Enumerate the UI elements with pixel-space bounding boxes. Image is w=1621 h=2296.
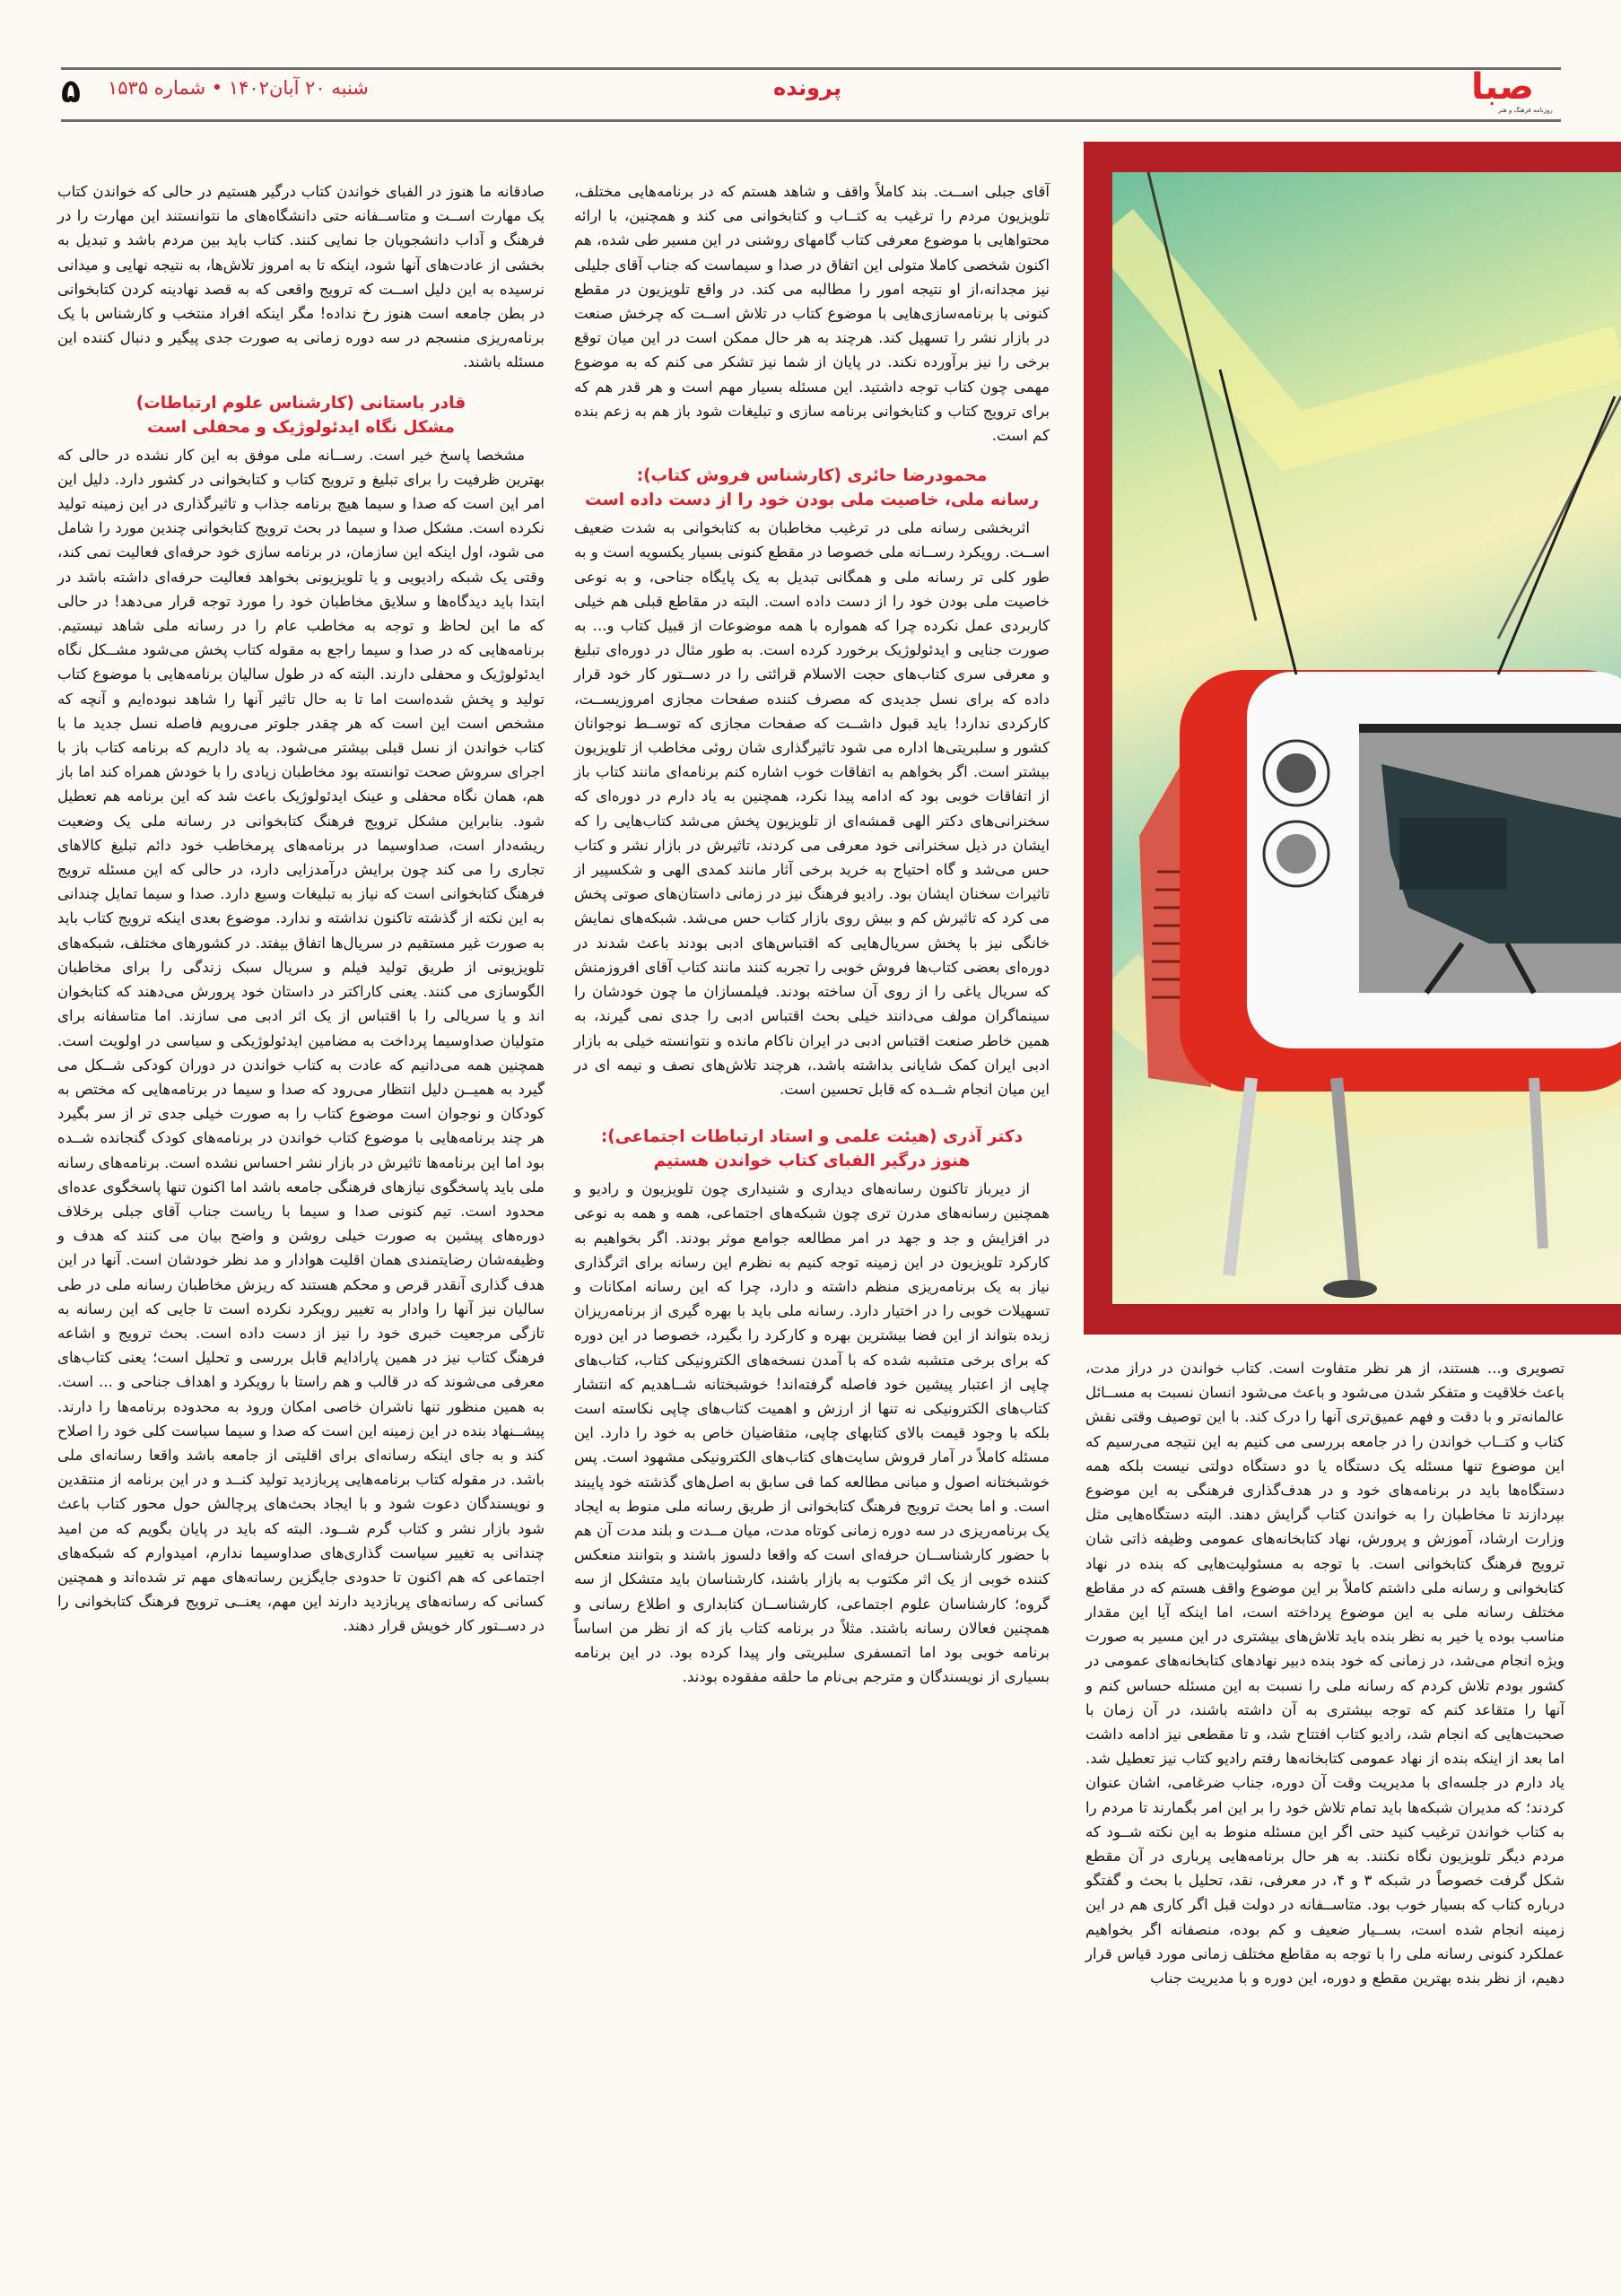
left-intro-paragraph: صادقانه ما هنوز در الفبای خواندن کتاب درگیر هستیم در حالی که خواندن کتاب یک مهارت اســت و متاســفانه حتی دانشگاه‌های ما نتوانستند این مهارت را در فرهنگ و آداب دانشجویان جا نمایی کنند. کتاب باید بین مردم باشد و تبدیل به بخشی از عادت‌های آنها شود، اینکه تا به امروز تلاش‌ها، به نتیجه نهایی و میدانی نرسیده به این دلیل اســت که ترویج واقعی که به قصد نهادینه کردن کتابخوانی در بطن جامعه است هنوز رخ نداده! مگر اینکه افراد منتخب و کارشناس با یک برنامه‌ریزی منسجم در سه دوره زمانی به صورت جدی پیگیر و دنبال کننده این مسئله باشند.	[57, 183, 545, 371]
heading-speaker: قادر باستانی (کارشناس علوم ارتباطات)	[135, 393, 466, 413]
middle-body-paragraph-2: از دیرباز تاکنون رسانه‌های دیداری و شنیداری چون تلویزیون و رادیو و همچنین رسانه‌های مدرن تری چون شبکه‌های اجتماعی، همه و همه به نوعی در افزایش و جد و جهد در امر مطالعه جوامع موثر بودند. اگر بخواهیم به کارکرد تلویزیون در این زمینه توجه کنیم به نظرم این رسانه برای اثرگذاری نیاز به یک برنامه‌ریزی منظم داشته و دارد، چرا که این رسانه امکانات و تسهیلات خوبی را در اختیار دارد. رسانه ملی باید با بهره گیری از برنامه‌ریزان زبده بتواند از این فضا بیشترین بهره و کارکرد را بگیرد، خصوصا در این دوره که برای برخی متشبه شده که با آمدن نسخه‌های الکترونیکی کتاب، کتاب‌های چاپی از اعتبار پیشین خود فاصله گرفته‌اند! خوشبختانه شــاهدیم که انتشار کتاب‌های الکترونیکی نه تنها از ارزش و اهمیت کتاب‌های چاپی نکاسته است بلکه با وجود قیمت بالای کتابهای چاپی، متقاضیان خاص به خود را دارد. این مسئله کاملاً در آمار فروش سایت‌های کتاب‌های الکترونیکی مشهود است. پس خوشبختانه اصول و مبانی مطالعه کما فی سابق به اصل‌های گذشته خود پایبند است. و اما بحث ترویج فرهنگ کتابخوانی از طریق رسانه ملی منوط به ایجاد یک برنامه‌ریزی در سه دوره زمانی کوتاه مدت، میان مــدت و بلند مدت آن هم با حضور کارشناســان حرفه‌ای است که واقعا دلسوز باشند و بتوانند منعکس کننده خوبی از یک اثر مکتوب به بازار باشند، کارشناسان باید متشکل از سه گروه؛ کارشناسان علوم اجتماعی، کارشناســان کتابداری و اطلاع رسانی و همچنین فعالان رسانه باشند. مثلاً در برنامه کتاب باز که از نظر من اساساً برنامه خوبی بود اما اتمسفری سلبریتی وار پیدا کرده بود. در این برنامه بسیاری از نویسندگان و مترجم بی‌نام ما حلقه مفقوده بودند.	[574, 1180, 1050, 1686]
section-title: پرونده	[773, 75, 841, 100]
tv-illustration-photo	[1112, 172, 1621, 1304]
middle-intro-paragraph: آقای جبلی اســت. بند کاملاً واقف و شاهد هستم که در برنامه‌هایی مختلف، تلویزیون مردم را ترغیب به کتــاب و کتابخوانی می کند و همچنین، با ارائه محتواهایی با موضوع معرفی کتاب گامهای روشنی در این مسیر طی شده، هم اکنون شخصی کاملا متولی این اتفاق در صدا و سیماست که جناب آقای جلیلی نیز مجدانه،از او نتیجه امور را مطالبه می کند. در واقع تلویزیون در مقطع کنونی با برنامه‌سازی‌هایی با موضوع کتاب در تلاش اســت که چرخش صنعت در بازار نشر را تسهیل کند. هرچند به هر حال ممکن است در این میان توقع برخی را نیز برآورده نکند. در پایان از شما نیز تشکر می کنم که به موضوع مهمی چون کتاب توجه داشتید. این مسئله بسیار مهم است و هر قدر هم که برای ترویج کتاب و کتابخوانی برنامه سازی و تبلیغات شود باز هم به زعم بنده کم است.	[574, 183, 1050, 445]
article-column-right	[1085, 1356, 1564, 1990]
left-body-paragraph: مشخصا پاسخ خیر است. رســانه ملی موفق به این کار نشده در حالی که بهترین ظرفیت را برای تبلیغ و ترویج کتاب و کتابخوانی در کشور دارد. دلیل این امر این است که صدا و سیما هیچ برنامه جذاب و تاثیرگذاری در این زمینه تولید نکرده است. مشکل صدا و سیما در بحث ترویج کتابخوانی چندین مورد را شامل می شود، اول اینکه این سازمان، در برنامه سازی خود حرفه‌ای فعالیت نمی کند، وقتی یک شبکه رادیویی و یا تلویزیونی بخواهد فعالیت حرفه‌ای داشته باشد در ابتدا باید دیدگاه‌ها و سلایق مخاطبان خود را مورد توجه قرار می‌دهد! در حالی که ما این لحاظ و توجه به مخاطب عام را در رسانه ملی شاهد نیستیم. برنامه‌هایی که در صدا و سیما راجع به مقوله کتاب پخش می‌شود مشــکل نگاه ایدئولوژیک و محفلی دارند. البته که در طول سالیان برنامه‌هایی با موضوع کتاب تولید و پخش شده‌است اما تا به حال تاثیر آنها را شاهد نبوده‌ایم و آنچه که مشخص است این است که هر چقدر جلوتر می‌رویم فاصله نسل جدید ما با کتاب خواندن از نسل قبلی بیشتر می‌شود. به یاد داریم که برنامه کتاب باز با اجرای سروش صحت توانسته بود مخاطبان زیادی را با خودش همراه کند اما باز هم، همان نگاه محفلی و عینک ایدئولوژیک باعث شد که این برنامه هم تعطیل شود. بنابراین مشکل ترویج فرهنگ کتابخوانی در رسانه ملی یک وضعیت ریشه‌دار است، صداوسیما در برنامه‌های پرمخاطب خود دائم تبلیغ کالاهای تجاری را می کند چون برایش درآمدزایی دارد، در حالی که این مسئله ترویج فرهنگ کتابخوانی است که نیاز به تبلیغات وسیع دارد. صدا و سیما تمایل چندانی به این نکته از گذشته تاکنون نداشته و ندارد. موضوع بعدی اینکه ترویج کتاب باید به صورت غیر مستقیم در سریال‌ها اتفاق بیفتد. در کشورهای مختلف، شبکه‌های تلویزیونی از طریق تولید فیلم و سریال سبک زندگی را برای مخاطبان الگوسازی می کنند. یعنی کاراکتر در داستان خود پرورش می‌دهند که کتابخوان اند و یا سریالی را با اقتباس از یک اثر ادبی می سازند. اما متاسفانه برای متولیان صداوسیما پرداخت به مضامین ایدئولوژیکی و سیاسی در اولویت است. همچنین همه می‌دانیم که عادت به کتاب خواندن در دوران کودکی شــکل می گیرد به همیــن دلیل انتظار می‌رود که صدا و سیما در برنامه‌هایی که مختص به کودکان و نوجوان است موضوع کتاب را به صورت خیلی جدی تر از سر بگیرد هر چند برنامه‌هایی با موضوع کتاب خواندن در برنامه‌های کودک گنجانده شــده بود اما این برنامه‌ها تاثیرش در بازار نشر احساس نشده است. برنامه‌های رسانه ملی باید پاسخگوی نیازهای فرهنگی جامعه باشد اما اکنون تنها پاسخگوی عده‌ای محدود است. تیم کنونی صدا و سیما با ریاست جناب آقای جبلی برخلاف دوره‌های پیشین به صورت خیلی روشن و واضح بیان می کنند که هدف و وظیفه‌شان رضایتمندی همان اقلیت هوادار و مد نظر خودشان است. آنها در این هدف گذاری آنقدر قرص و محکم هستند که ریزش مخاطبان رسانه ملی در طی سالیان نیز آنها را وادار به تغییر رویکرد نکرده است تا جایی که این رسانه به تازگی مرجعیت خبری خود را نیز از دست داده است. بحث ترویج و اشاعه فرهنگ کتاب نیز در همین پارادایم قابل بررسی و تحلیل است؛ یعنی کتاب‌های معرفی می‌شوند که در قالب و هم راستا با رویکرد و اهداف جناحی و ... است. به همین منظور تنها ناشران خاصی امکان ورود به محدوده برنامه‌ها را دارند. پیشــنهاد بنده در این زمینه این است که صدا و سیما سیاست کلی خود را اصلاح کند و به جای اینکه رسانه‌ای برای اقلیتی از جامعه باشد واقعا رسانه‌ای ملی باشد. در مقوله کتاب برنامه‌هایی پربازدید تولید کنــد و در این برنامه از منتقدین و نویسندگان دعوت شود و با ایجاد بحث‌های پرچالش حول محور کتاب باعث شود بازار نشر و کتاب گرم شــود. البته که باید در پایان بگویم که من امید چندانی به تغییر سیاست گذاری‌های صداوسیما ندارم، امیدوارم که شبکه‌های اجتماعی که هم اکنون تا حدودی جایگزین رسانه‌های مهم تر شده‌اند و همچنین کسانی که رسانه‌های پربازدید دارند این مهم، یعنــی ترویج فرهنگ کتابخوانی را در دســتور کار خویش قرار دهند.	[57, 446, 545, 1635]
page-number: ۵	[61, 74, 81, 110]
header-top-rule	[61, 67, 1561, 70]
article-column-middle	[574, 179, 1050, 1689]
middle-body-paragraph-1: اثربخشی رسانه ملی در ترغیب مخاطبان به کتابخوانی به شدت ضعیف اســت. رویکرد رســانه ملی خصوصا در مقطع کنونی بسیار یکسویه است و به طور کلی تر رسانه ملی و همگانی تبدیل به یک پایگاه جناحی، و به نوعی خاصیت ملی بودن خود را از دست داده است. البته در مقاطع قبلی هم خیلی کاربردی عمل نکرده چرا که همواره با همه موضوعات از قبیل کتاب و... به صورت جنایی و ایدئولوژیک برخورد کرده است. به طور مثال در دوره‌ای تبلیغ و معرفی سری کتاب‌های حجت الاسلام قرائتی را در دســتور کار خود قرار داده که برای نسل جدیدی که مصرف کننده صفحات مجازی امروزیســت، کارکردی ندارد! باید قبول داشــت که صفحات مجازی که توســط نوجوانان کشور و سلبریتی‌ها اداره می شود تاثیرگذاری شان روئی مخاطب از تلویزیون بیشتر است. اگر بخواهم به اتفاقات خوب اشاره کنم برنامه‌ای مانند کتاب باز از اتفاقات خوبی بود که ادامه پیدا نکرد، همچنین به یاد دارم در دوره‌ای که سخنرانی‌های دکتر الهی قمشه‌ای از تلویزیون پخش می‌شد کتاب‌هایی را که ایشان در ذیل سخنرانی خود معرفی می کردند، تاثیرش در بازار نشر و کتاب حس می‌شد و گاه احتیاج به خرید برخی آثار مانند کمدی الهی و شکسپیر از تاثیرات سخنان ایشان بود. رادیو فرهنگ نیز در زمانی داستان‌های صوتی پخش می کرد که تاثیرش کم و بیش روی بازار کتاب حس می‌شد. شبکه‌های نمایش خانگی نیز با پخش سریال‌هایی که اقتباس‌های ادبی بودند باعث شدند در دوره‌ای بعضی کتاب‌ها فروش خوبی را تجربه کنند مانند کتاب آقای افروزمنش که سریال یاغی را از روی آن ساخته بودند. فیلمسازان ما چون خودشان را سینماگران مولف می‌دانند خیلی بحث اقتباس ادبی را جدی نمی گیرند، به همین خاطر صنعت اقتباس ادبی در ایران ناکام مانده و نتوانسته خیلی به بازار ادبی ایران کمک شایانی بداشته باشد.، هرچند تلاش‌های نصف و نیمه ای در این میان انجام شــده که قابل تحسین است.	[574, 519, 1050, 1098]
heading-speaker: دکتر آذری (هیئت علمی و استاد ارتباطات اجتماعی):	[600, 1127, 1024, 1147]
right-body-paragraph: تصویری و... هستند، از هر نظر متفاوت است. کتاب خواندن در دراز مدت، باعث خلاقیت و متفکر شدن می‌شود و باعث می‌شود انسان نسبت به مســائل عالمانه‌تر و با دقت و فهم عمیق‌تری آنها را درک کند. با این توصیف وقتی نقش کتاب و کتــاب خواندن را در جامعه بررسی می کنیم به این نتیجه می‌رسیم که این موضوع تنها مسئله یک دستگاه یا دو دستگاه دولتی نیست بلکه همه دستگاه‌ها باید در برنامه‌های خود و در هدف‌گذاری فرهنگی به این موضوع بپردازند تا مخاطبان را به خواندن کتاب گرایش دهند. البته دستگاه‌هایی مثل وزارت ارشاد، آموزش و پرورش، نهاد کتابخانه‌های عمومی وظیفه ذاتی شان ترویج فرهنگ کتابخوانی است. با توجه به مسئولیت‌هایی که بنده در نهاد کتابخوانی و رسانه ملی داشتم کاملاً بر این موضوع واقف هستم که در مقاطع مختلف رسانه ملی به این موضوع پرداخته است، اما اینکه آیا این مقدار مناسب بوده یا خیر به نظر بنده باید تلاش‌های بیشتری در این مسیر به صورت ویژه انجام می‌شد، در زمانی که خود بنده دبیر نهادهای کتابخانه‌های عمومی در کشور بودم تلاش کردم که رسانه ملی را نسبت به این مسئله حساس کنم و آنها را متقاعد کنم که توجه بیشتری به آن داشته باشند، در آن زمان با صحبت‌هایی که انجام شد، رادیو کتاب افتتاح شد، و تا مقطعی نیز ادامه داشت اما بعد از اینکه بنده از نهاد عمومی کتابخانه‌ها رفتم رادیو کتاب نیز تعطیل شد. یاد دارم در جلسه‌ای با مدیریت وقت آن دوره، جناب ضرغامی، اشان عنوان کردند؛ که مدیران شبکه‌ها باید تمام تلاش خود را بر این امر بگمارند تا مردم را به کتاب خواندن ترغیب کنید حتی اگر این مسئله منوط به این نکته شــود که مردم دیگر تلویزیون نگاه نکنند. به هر حال برنامه‌هایی پرباری در آن مقطع شکل گرفت خصوصاً در شبکه ۳ و ۴، در معرفی، نقد، تحلیل با بحث و گفتگو درباره کتاب که بسیار خوب بود. متاســفانه در دولت قبل اگر کاری هم در این زمینه انجام شده است، بســیار ضعیف و کم بوده، منصفانه اگر بخواهیم عملکرد کنونی رسانه ملی را با توجه به مقاطع مختلف زمانی مورد قیاس قرار دهیم، از نظر بنده بهترین مقطع و دوره، این دوره و با مدیریت جناب	[1085, 1360, 1564, 1987]
logo-wordmark: صبا	[1471, 66, 1534, 108]
header-bottom-rule	[61, 119, 1561, 122]
newspaper-logo[interactable]	[1471, 66, 1563, 120]
interview-heading-bastani	[57, 391, 545, 439]
interview-heading-haeri	[574, 464, 1050, 512]
heading-quote: مشکل نگاه ایدئولوژیک و محفلی است	[147, 417, 455, 437]
heading-quote: هنوز درگیر الفبای کتاب خواندن هستیم	[653, 1152, 971, 1171]
tv-illustration	[1112, 172, 1621, 1304]
heading-quote: رسانه ملی، خاصیت ملی بودن خود را از دست داده است	[584, 491, 1039, 510]
interview-heading-azari	[574, 1125, 1050, 1173]
heading-speaker: محمودرضا حائری (کارشناس فروش کتاب):	[636, 466, 988, 486]
issue-date-info: شنبه ۲۰ آبان۱۴۰۲ • شماره ۱۵۳۵	[108, 77, 369, 99]
article-column-left	[57, 179, 545, 1639]
logo-tagline: روزنامه فرهنگ و هنر	[1498, 107, 1553, 114]
